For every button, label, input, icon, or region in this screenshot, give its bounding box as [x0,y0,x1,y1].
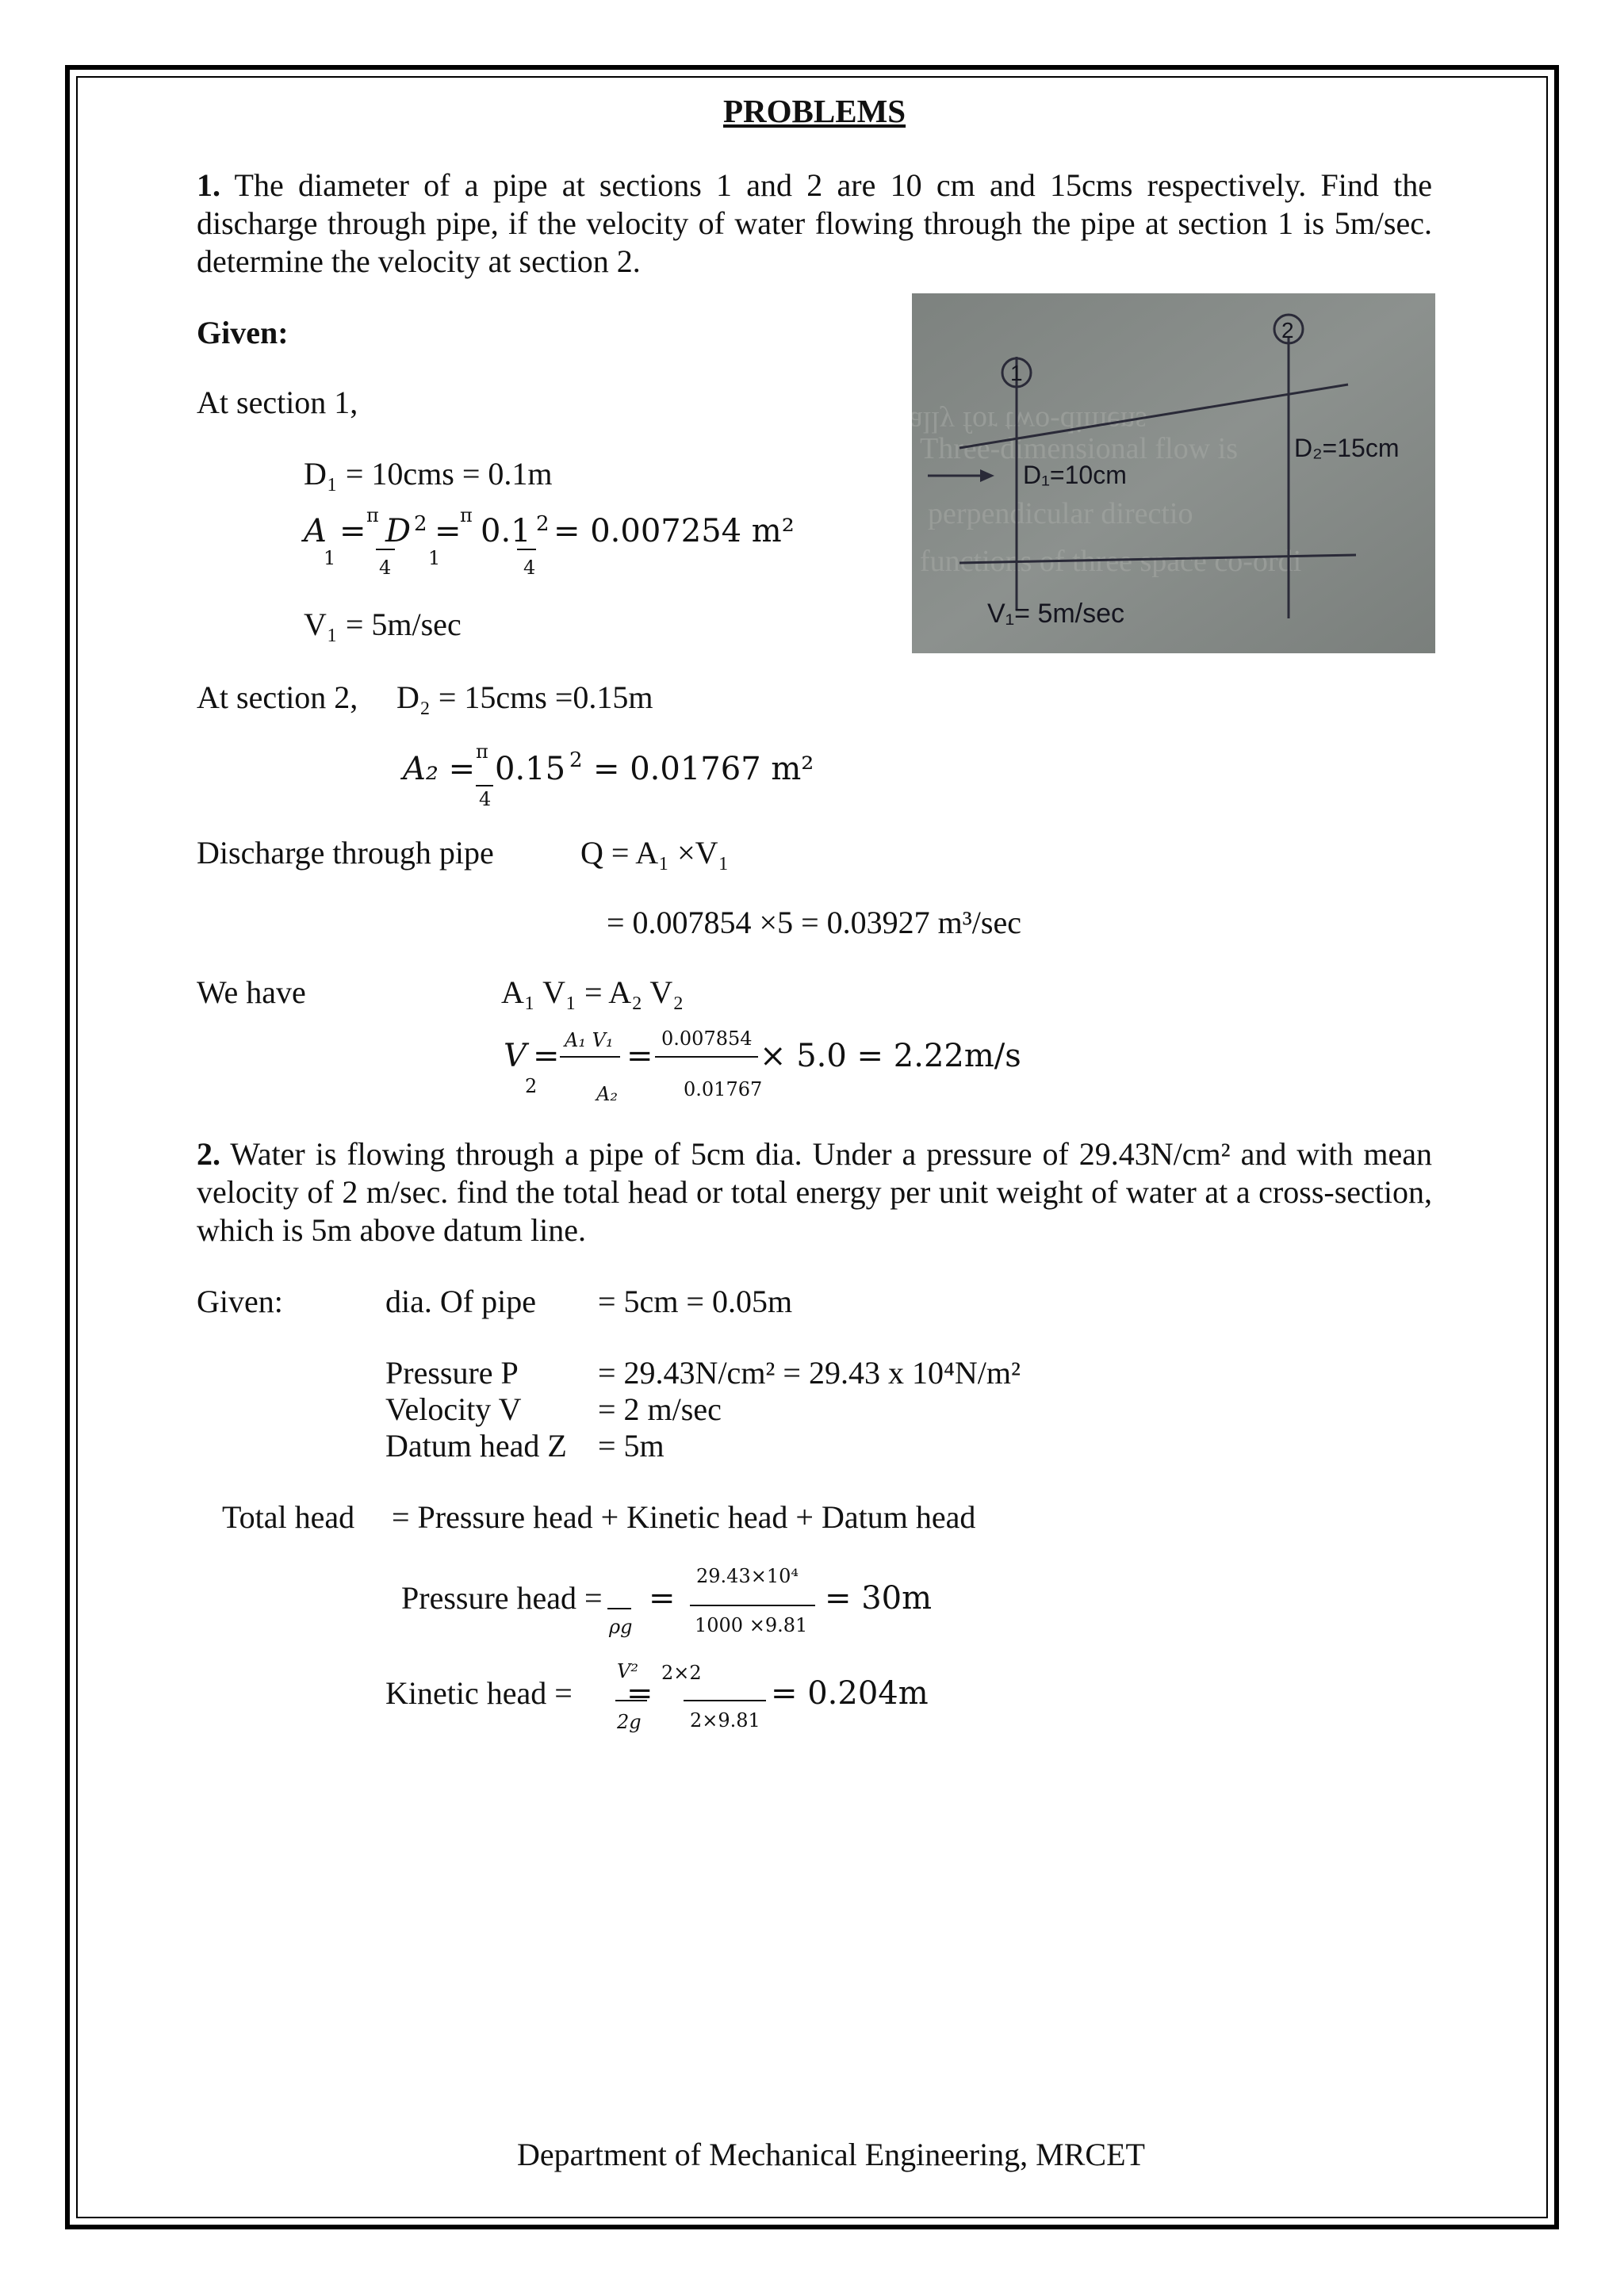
ph-den: 1000 ×9.81 [695,1614,808,1636]
total-head-label: Total head [222,1499,355,1535]
kh-num: 2×2 [661,1662,702,1684]
bg-text-4: functions of three space co-ordi [920,545,1302,578]
a1-sq: 2 [414,512,427,536]
discharge-formula: Q = A₁ ×V₁ [580,835,730,871]
given-row-label: dia. Of pipe [385,1284,536,1319]
a1-lhs: A [304,513,327,549]
a1-den2: 4 [523,557,536,579]
ph-eq: = [649,1580,676,1617]
problem1-statement [197,166,1432,281]
section2-label: At section 2, [197,679,358,715]
discharge-label: Discharge through pipe [197,835,494,871]
a1-lhs-sub: 1 [324,547,336,569]
given-row-label: Velocity V [385,1391,522,1427]
a2-sq: 2 [569,748,583,772]
ph-num: 29.43×10⁴ [696,1565,799,1587]
given-row-label: Pressure P [385,1355,519,1391]
problem1-text: The diameter of a pipe at sections 1 and 2 are 10 cm and 15cms respectively. Find the discharge through pipe, if the velocity of water flowing through the pipe at section 1 is 5m/sec. determine the velocity at section 2. [197,167,1433,279]
v2-lhs-sub: 2 [525,1075,538,1097]
kh-den1: 2g [617,1711,642,1733]
a2-den: 4 [479,788,492,810]
a1-result: = 0.007254 m² [553,513,795,549]
a1-pi: π [366,504,379,526]
a1-den: 4 [379,557,392,579]
figure-label-2: 2 [1281,318,1294,342]
kh-den: 2×9.81 [690,1709,760,1732]
a1-eq: = [435,513,462,549]
kh-frac-bar [684,1700,766,1701]
d2-line: D₂ = 15cms =0.15m [396,679,653,715]
v2-num1: A₁ V₁ [565,1029,614,1051]
a2-frac-bar [476,785,493,786]
a1-sq2: 2 [536,512,550,536]
v2-result: × 5.0 = 2.22m/s [760,1038,1021,1074]
a1-pi2: π [460,504,473,526]
a2-val: 0.15 [495,751,566,787]
v1-line: V₁ = 5m/sec [304,607,462,642]
given-row-value: = 29.43N/cm² = 29.43 x 10⁴N/m² [598,1355,1021,1391]
a2-pi: π [476,740,488,763]
problem2-statement [197,1135,1432,1249]
figure-d1-label: D₁=10cm [1023,461,1127,489]
given-label-1: Given: [197,315,289,350]
bg-text-1: cally for two-dimens [912,405,1147,438]
figure-d2-label: D₂=15cm [1294,434,1400,462]
ph-frac-bar [690,1605,815,1606]
a2-lhs: A₂ = [403,751,476,787]
bg-text-2: Three-dimensional flow is [920,432,1239,465]
kh-result: = 0.204m [771,1675,929,1712]
ph-result: = 30m [825,1580,933,1617]
v2-lhs: V [504,1038,527,1074]
a1-D: D [385,513,412,549]
v2-den2: 0.01767 [684,1078,763,1100]
kinetic-head-label: Kinetic head = [385,1675,573,1711]
given-row-value: = 5cm = 0.05m [598,1284,793,1319]
pressure-head-label: Pressure head = [401,1580,603,1616]
section1-label: At section 1, [197,385,358,420]
ph-den1: ρg [609,1616,633,1638]
given-row-label: Datum head Z [385,1428,567,1464]
v2-frac-bar2 [655,1056,758,1058]
v2-eq2: = [626,1038,653,1074]
kh-num1: V² [617,1660,638,1682]
v2-den1: A₂ [596,1083,618,1105]
kh-eq: = [626,1675,653,1712]
figure-v1-label: V₁= 5m/sec [987,599,1125,629]
a1-val: 0.1 [481,513,531,549]
ph-frac-bar1 [607,1608,631,1609]
given-row-value: = 5m [598,1428,665,1464]
v2-frac-bar1 [560,1056,620,1058]
v2-eq1: = [533,1038,560,1074]
a2-result: = 0.01767 m² [593,751,814,787]
pipe-figure-svg [912,293,1435,653]
v2-num2: 0.007854 [661,1027,753,1050]
problem2-number: 2. [197,1136,220,1172]
total-head-formula: = Pressure head + Kinetic head + Datum head [392,1499,976,1535]
given-label-2: Given: [197,1284,283,1319]
problem1-number: 1. [197,167,220,203]
discharge-result: = 0.007854 ×5 = 0.03927 m³/sec [607,905,1021,940]
pipe-figure-photo [912,293,1435,653]
figure-label-1: 1 [1010,361,1023,385]
bg-text-3: perpendicular directio [928,497,1193,530]
page-heading: PROBLEMS [723,93,906,129]
a1-D-sub: 1 [428,547,441,569]
given-row-value: = 2 m/sec [598,1391,722,1427]
continuity-equation: A₁ V₁ = A₂ V₂ [501,974,684,1010]
problem2-text: Water is flowing through a pipe of 5cm dia. Under a pressure of 29.43N/cm² and with mean velocity of 2 m/sec. find the total head or total energy per unit weight of water at a cross-section, which is 5m above datum line. [197,1136,1432,1248]
d1-line: D₁ = 10cms = 0.1m [304,456,553,492]
page-footer: Department of Mechanical Engineering, MRCET [517,2137,1145,2172]
we-have-label: We have [197,974,306,1010]
